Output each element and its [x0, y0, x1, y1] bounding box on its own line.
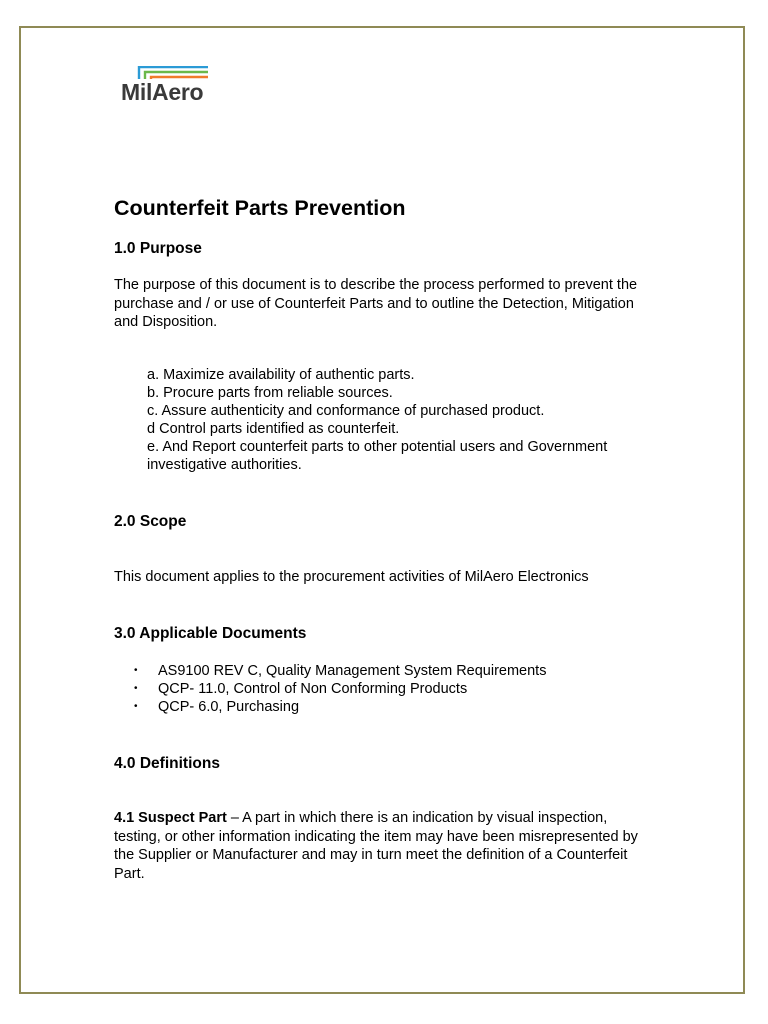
section-heading-purpose: 1.0 Purpose: [114, 240, 202, 257]
list-item: [134, 662, 546, 680]
applicable-documents-list: [134, 662, 546, 716]
section-heading-scope: 2.0 Scope: [114, 513, 187, 530]
purpose-paragraph: [114, 276, 654, 332]
logo-wordmark: MilAero: [121, 79, 204, 105]
list-item: c. Assure authenticity and conformance of purchased product.: [147, 403, 545, 419]
list-item: a. Maximize availability of authentic parts.: [147, 367, 415, 383]
definition-term: 4.1 Suspect Part: [114, 810, 227, 826]
definition-suspect-part: [114, 809, 649, 883]
purpose-text: The purpose of this document is to describe the process performed to prevent the purchase and / or use of Counterfeit Parts and to outline the Detection, Mitigation and Disposition.: [114, 277, 638, 330]
bullet-icon: •: [134, 683, 138, 694]
bullet-icon: •: [134, 701, 138, 712]
list-item: e. And Report counterfeit parts to other potential users and Government investigative authorities.: [147, 439, 608, 473]
list-item: [134, 680, 546, 698]
list-item-text: QCP- 6.0, Purchasing: [158, 699, 300, 715]
list-item: d Control parts identified as counterfeit.: [147, 421, 400, 437]
milaero-logo: [121, 66, 213, 106]
bullet-icon: •: [134, 665, 138, 676]
list-item: [134, 698, 546, 716]
scope-paragraph: This document applies to the procurement activities of MilAero Electronics: [114, 569, 589, 585]
list-item-text: AS9100 REV C, Quality Management System Requirements: [158, 663, 547, 679]
purpose-objectives-list: [147, 366, 647, 474]
document-title: Counterfeit Parts Prevention: [114, 196, 406, 220]
list-item-text: QCP- 11.0, Control of Non Conforming Products: [158, 681, 468, 697]
list-item: b. Procure parts from reliable sources.: [147, 385, 393, 401]
definition-text: – A part in which there is an indication by visual inspection, testing, or other information indicating the item may have been misrepresented by the Supplier or Manufacturer and may in turn meet the definition of a Counterfeit Part.: [114, 810, 638, 882]
section-heading-applicable-documents: 3.0 Applicable Documents: [114, 625, 307, 642]
section-heading-definitions: 4.0 Definitions: [114, 755, 220, 772]
